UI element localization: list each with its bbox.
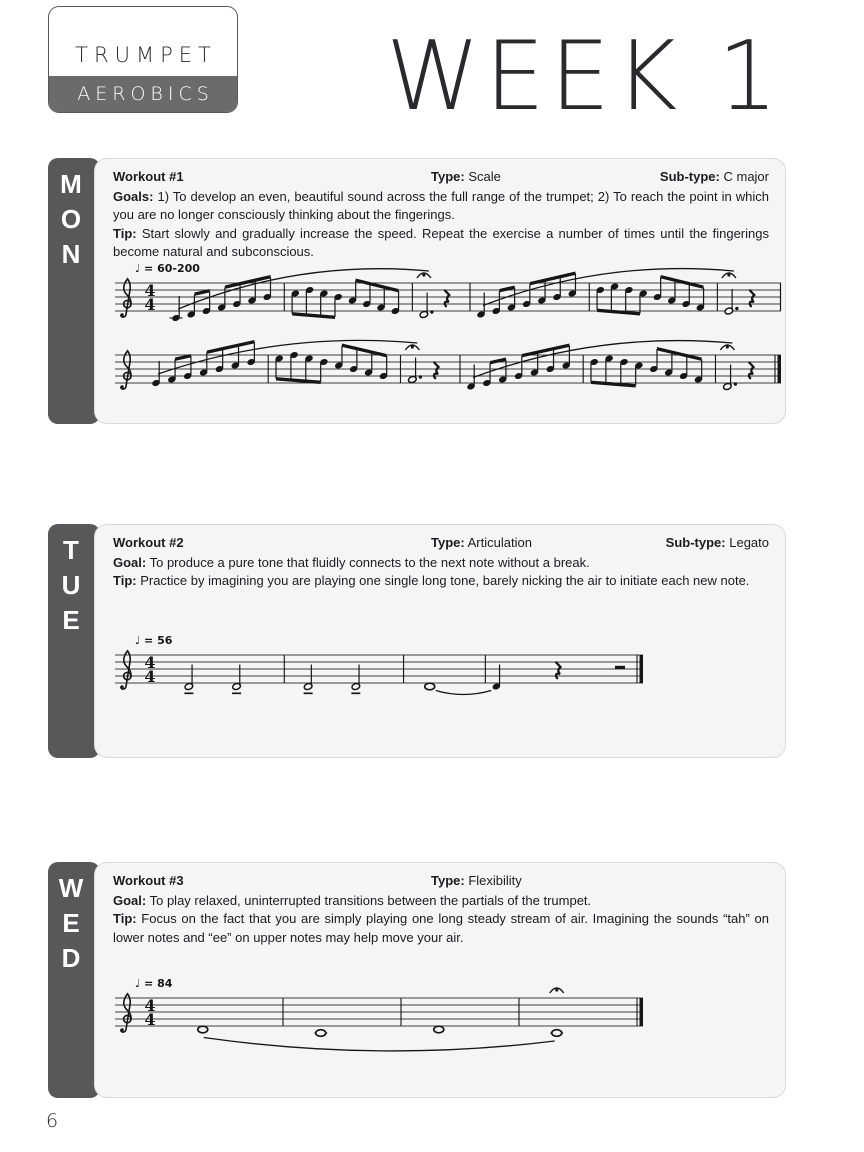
svg-text:4: 4 [144,280,156,300]
workout-type [431,873,522,888]
svg-text:♩ = 84: ♩ = 84 [135,977,173,990]
music-notation [103,617,688,735]
workout-title: Workout #2 [113,535,184,550]
workout-paragraph: Tip: Focus on the fact that you are simply playing one long steady stream of air. Imagining the sounds “tah” on lower notes and “ee” on upper notes may help move your air. [113,911,769,945]
svg-text:4: 4 [144,652,156,672]
paragraph-label: Tip: [113,225,137,241]
workout-paragraph: Goals: 1) To develop an even, beautiful sound across the full range of the trumpet; 2) To reach the point in which you are no longer consciously thinking about the fingerings. [113,189,769,223]
paragraph-label: Tip: [113,573,137,589]
workout-title: Workout #1 [113,169,184,184]
workout-panel [48,158,786,424]
workout-panel [48,524,786,758]
logo-aerobics-label: AEROBICS [49,76,237,112]
workout-title: Workout #3 [113,873,184,888]
workout-card [94,862,786,1098]
subtype-label: Sub-type: [659,169,720,184]
logo-badge [48,6,238,113]
page-title: WEEK 1 [386,22,783,132]
workout-card [94,158,786,424]
paragraph-label: Goal: [113,555,147,570]
workout-paragraph: Goal: To produce a pure tone that fluidly connects to the next note without a break. [113,555,590,570]
subtype-label: Sub-type: [665,535,726,550]
day-letter: W [58,873,84,903]
subtype-value: C major [723,169,769,184]
logo-trumpet-label: TRUMPET [75,43,217,67]
workout-paragraph: Tip: Start slowly and gradually increase the speed. Repeat the exercise a number of times until the fingerings become natural and subconscious. [113,225,769,260]
music-notation [103,955,688,1079]
svg-text:4: 4 [144,666,156,686]
day-tab [48,862,100,1098]
subtype-value: Legato [729,535,769,550]
workout-paragraph: Goal: To play relaxed, uninterrupted transitions between the partials of the trumpet. [113,893,592,908]
svg-text:4: 4 [144,995,156,1015]
day-letter: O [60,204,82,234]
type-label: Type: [431,535,465,550]
workout-card [94,524,786,758]
day-letter: E [62,908,80,938]
paragraph-label: Tip: [113,911,137,927]
workout-subtype [666,535,769,550]
day-letter: E [62,605,80,635]
workout-type [431,535,532,550]
svg-text:♩ = 60-200: ♩ = 60-200 [135,262,200,275]
day-tab [48,158,100,424]
day-letter: D [61,943,81,973]
workout-subtype [660,169,769,184]
day-letter: M [60,169,82,199]
workout-type [431,169,501,184]
day-letter: N [61,239,81,269]
paragraph-label: Goal: [113,893,147,908]
page-number: 6 [46,1110,59,1132]
music-notation [103,253,795,423]
day-tab [48,524,100,758]
type-value: Flexibility [468,873,522,888]
svg-text:♩ = 56: ♩ = 56 [135,634,173,647]
type-value: Articulation [467,535,532,550]
day-letter: T [63,535,79,565]
day-letter: U [61,570,81,600]
type-value: Scale [468,169,501,184]
workout-paragraph: Tip: Practice by imagining you are playing one single long tone, barely nicking the air to initiate each new note. [113,573,750,589]
type-label: Type: [431,169,465,184]
svg-text:4: 4 [144,1009,156,1029]
workout-panel [48,862,786,1098]
type-label: Type: [431,873,465,888]
paragraph-label: Goals: [113,189,154,204]
svg-text:4: 4 [144,294,156,314]
